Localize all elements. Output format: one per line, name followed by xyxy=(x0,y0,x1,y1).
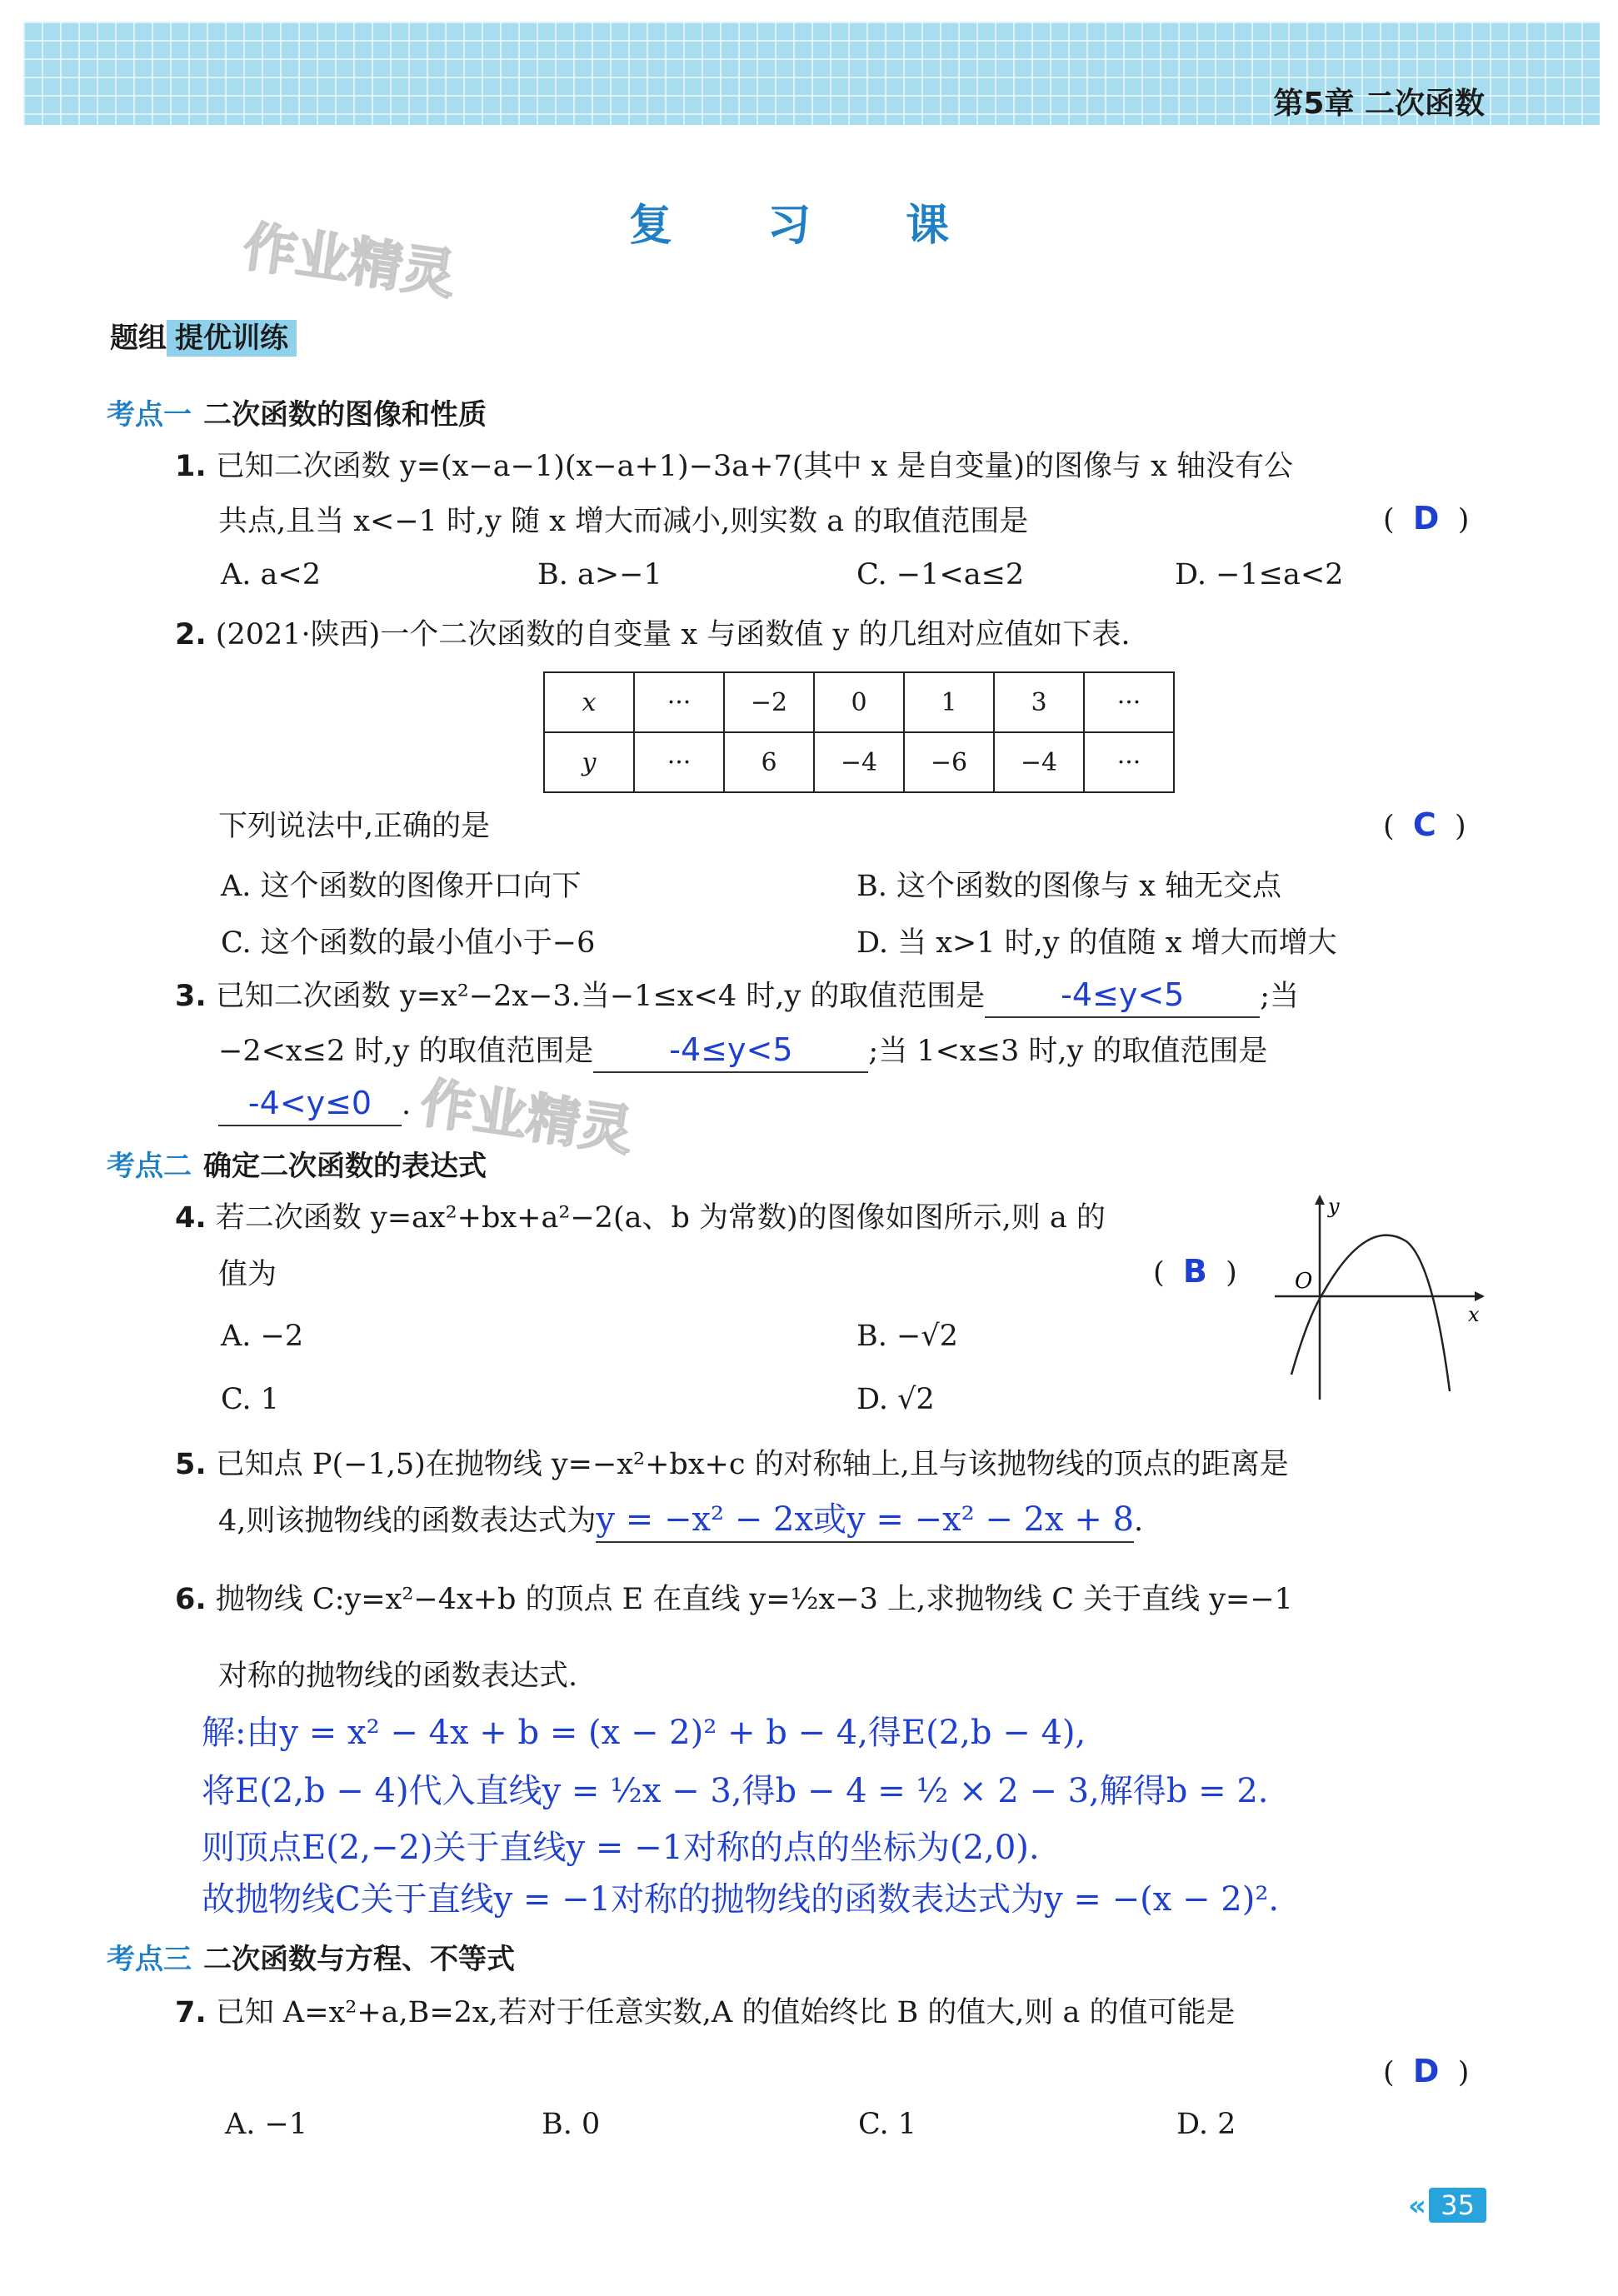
answer-box: ( B ) xyxy=(1153,1253,1237,1290)
question-4 xyxy=(175,1198,1291,1238)
answer: B xyxy=(1182,1253,1207,1290)
solution-line: 故抛物线C关于直线y = −1对称的抛物线的函数表达式为y = −(x − 2)². xyxy=(202,1880,1280,1919)
question-number: 3. xyxy=(175,980,207,1013)
solution-line: 解:由y = x² − 4x + b = (x − 2)² + b − 4,得E(2,b − 4), xyxy=(202,1714,1086,1752)
table-cell: −2 xyxy=(724,672,814,732)
option: B. 0 xyxy=(542,2108,601,2141)
question-text: 4,则该抛物线的函数表达式为 xyxy=(218,1505,597,1538)
table-cell: 0 xyxy=(814,672,904,732)
value-table xyxy=(543,671,1175,793)
section-header xyxy=(107,392,487,432)
question-text: −2<x≤2 时,y 的取值范围是 xyxy=(218,1035,594,1068)
option: A. −2 xyxy=(221,1320,304,1353)
section-header xyxy=(107,1936,515,1977)
question-text: ;当 1<x≤3 时,y 的取值范围是 xyxy=(868,1035,1268,1068)
option: B. 这个函数的图像与 x 轴无交点 xyxy=(856,870,1281,903)
watermark: 作业精灵 xyxy=(239,216,460,307)
question-number: 7. xyxy=(175,1996,207,2029)
group-label: 提优训练 xyxy=(167,320,297,357)
question-text-line xyxy=(218,1500,1485,1543)
section-tag: 考点二 xyxy=(107,1150,192,1183)
page-title: 复 习 课 xyxy=(628,201,990,251)
table-cell: 1 xyxy=(904,672,994,732)
table-cell: ··· xyxy=(634,732,724,792)
question-3 xyxy=(175,975,1483,1018)
group-prefix: 题组 xyxy=(110,322,167,355)
section-title: 确定二次函数的表达式 xyxy=(203,1150,487,1183)
question-text-line xyxy=(218,1030,1485,1073)
answer: -4≤y<5 xyxy=(1061,976,1185,1013)
section-title: 二次函数与方程、不等式 xyxy=(203,1943,515,1976)
answer-box: ( D ) xyxy=(1383,500,1470,537)
question-number: 4. xyxy=(175,1201,207,1235)
answer: C xyxy=(1412,806,1436,843)
section-title: 二次函数的图像和性质 xyxy=(203,398,487,432)
question-2 xyxy=(175,615,1475,655)
question-text-line: 对称的抛物线的函数表达式. xyxy=(218,1660,578,1693)
question-text-line: 值为 xyxy=(218,1258,277,1291)
table-cell: x xyxy=(544,672,634,732)
answer-blank xyxy=(593,1030,868,1073)
table-row xyxy=(544,672,1174,732)
table-cell: −4 xyxy=(814,732,904,792)
group-badge xyxy=(110,315,297,356)
option: C. 1 xyxy=(221,1383,280,1416)
graph-origin-label: O xyxy=(1295,1269,1313,1294)
option: C. 1 xyxy=(858,2108,917,2141)
option: C. 这个函数的最小值小于−6 xyxy=(221,926,596,960)
option: A. 这个函数的图像开口向下 xyxy=(221,870,582,903)
table-cell: ··· xyxy=(1084,672,1174,732)
answer: -4<y≤0 xyxy=(247,1085,372,1121)
solution-line: 则顶点E(2,−2)关于直线y = −1对称的点的坐标为(2,0). xyxy=(202,1829,1040,1867)
question-text: 若二次函数 y=ax²+bx+a²−2(a、b 为常数)的图像如图所示,则 a 的 xyxy=(215,1201,1106,1235)
watermark: 作业精灵 xyxy=(417,1072,637,1164)
option: C. −1<a≤2 xyxy=(856,558,1025,591)
graph-x-label: x xyxy=(1468,1303,1480,1326)
table-row xyxy=(544,732,1174,792)
option: A. −1 xyxy=(225,2108,308,2141)
question-6 xyxy=(175,1580,1483,1620)
question-text: 已知二次函数 y=x²−2x−3.当−1≤x<4 时,y 的取值范围是 xyxy=(215,980,986,1013)
question-text: 已知二次函数 y=(x−a−1)(x−a+1)−3a+7(其中 x 是自变量)的图像与 x 轴没有公 xyxy=(215,450,1294,483)
answer: D xyxy=(1412,2053,1440,2089)
answer: -4≤y<5 xyxy=(669,1031,793,1068)
question-text: 已知 A=x²+a,B=2x,若对于任意实数,A 的值始终比 B 的值大,则 a 的值可能是 xyxy=(215,1996,1236,2029)
question-number: 6. xyxy=(175,1583,207,1616)
question-5 xyxy=(175,1445,1483,1485)
section-header xyxy=(107,1143,487,1184)
question-number: 1. xyxy=(175,450,207,483)
graph-y-label: y xyxy=(1328,1195,1340,1218)
answer-blank xyxy=(985,975,1260,1018)
chevron-left-icon: « xyxy=(1408,2189,1426,2223)
answer: D xyxy=(1412,500,1440,537)
question-text: 抛物线 C:y=x²−4x+b 的顶点 E 在直线 y=½x−3 上,求抛物线 C 关于直线 y=−1 xyxy=(215,1583,1293,1616)
chapter-title: 第5章 二次函数 xyxy=(1273,87,1485,121)
option: D. −1≤a<2 xyxy=(1175,558,1344,591)
question-text-line: 共点,且当 x<−1 时,y 随 x 增大而减小,则实数 a 的取值范围是 xyxy=(218,505,1029,538)
answer: y = −x² − 2x或y = −x² − 2x + 8 xyxy=(596,1500,1135,1539)
option: A. a<2 xyxy=(221,558,321,591)
table-cell: −6 xyxy=(904,732,994,792)
table-cell: 6 xyxy=(724,732,814,792)
question-text: 已知点 P(−1,5)在抛物线 y=−x²+bx+c 的对称轴上,且与该抛物线的顶点的距离是 xyxy=(215,1448,1289,1481)
question-text: . xyxy=(402,1088,412,1121)
table-cell: ··· xyxy=(1084,732,1174,792)
table-cell: −4 xyxy=(994,732,1084,792)
question-1 xyxy=(175,447,1475,487)
answer-box: ( D ) xyxy=(1383,2053,1470,2089)
table-cell: 3 xyxy=(994,672,1084,732)
page-number: 35 xyxy=(1429,2188,1486,2223)
solution-line: 将E(2,b − 4)代入直线y = ½x − 3,得b − 4 = ½ × 2 − 3,解得b = 2. xyxy=(202,1772,1269,1810)
answer-blank xyxy=(596,1500,1134,1543)
question-text: (2021·陕西)一个二次函数的自变量 x 与函数值 y 的几组对应值如下表. xyxy=(215,618,1131,651)
table-cell: y xyxy=(544,732,634,792)
option: B. −√2 xyxy=(856,1320,958,1353)
question-text: ;当 xyxy=(1260,980,1300,1013)
question-number: 5. xyxy=(175,1448,207,1481)
question-text: . xyxy=(1134,1505,1144,1538)
parabola-graph xyxy=(1275,1191,1491,1408)
section-tag: 考点一 xyxy=(107,398,192,432)
option: D. √2 xyxy=(856,1383,935,1416)
table-cell: ··· xyxy=(634,672,724,732)
option: D. 2 xyxy=(1176,2108,1236,2141)
answer-box: ( C ) xyxy=(1383,806,1466,843)
question-text-line: 下列说法中,正确的是 xyxy=(218,810,491,843)
question-7 xyxy=(175,1993,1483,2033)
option: D. 当 x>1 时,y 的值随 x 增大而增大 xyxy=(856,926,1337,960)
question-text-line xyxy=(218,1083,411,1126)
question-number: 2. xyxy=(175,618,207,651)
option: B. a>−1 xyxy=(537,558,662,591)
section-tag: 考点三 xyxy=(107,1943,192,1976)
answer-blank xyxy=(218,1083,402,1126)
